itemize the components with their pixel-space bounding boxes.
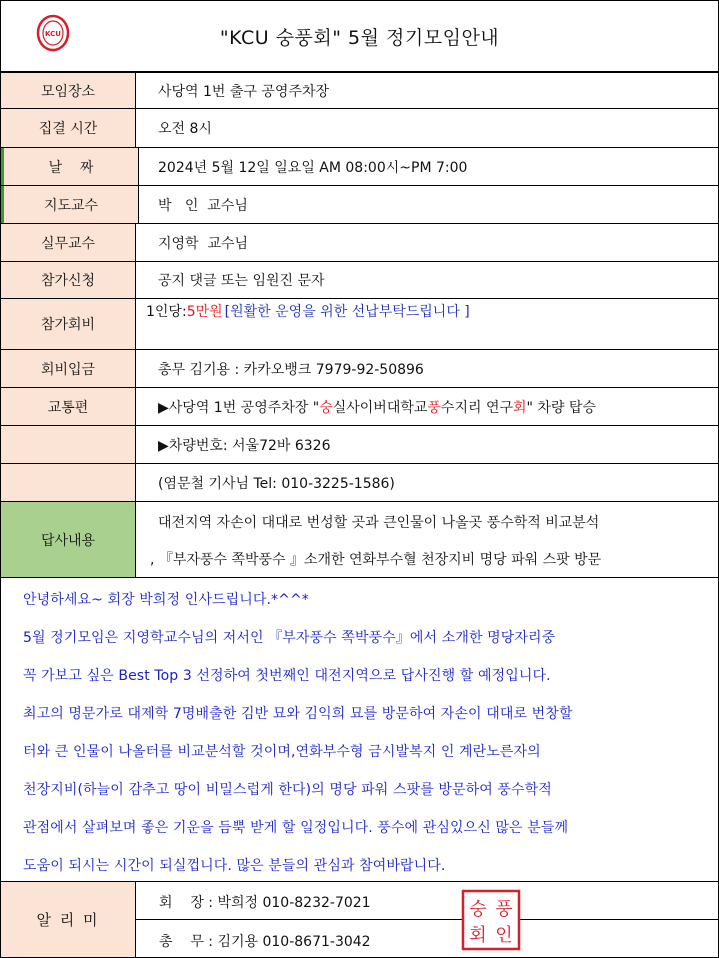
greeting-line: 천장지비(하늘이 감추고 땅이 비밀스럽게 한다)의 명당 파워 스팟를 방문하여 풍수학적	[23, 782, 552, 798]
label-fee: 참가회비	[1, 299, 136, 349]
survey-line1: 대전지역 자손이 대대로 번성할 곳과 큰인물이 나올곳 풍수학적 비교분석	[158, 515, 600, 531]
row-transport-3	[1, 464, 718, 502]
greeting-line: 꼭 가보고 싶은 Best Top 3 선정하여 첫번째인 대전지역으로 답사진행 할 예정입니다.	[23, 668, 551, 684]
label-footer: 알 리 미	[1, 881, 136, 957]
label-transport-empty-2	[1, 426, 136, 463]
footer-secretary: 총 무 : 김기용 010-8671-3042	[159, 934, 371, 950]
value-apply: 공지 댓글 또는 임원진 문자	[158, 273, 325, 289]
label-gather-time: 집결 시간	[1, 109, 136, 147]
value-transport-line2: ▶차량번호: 서울72바 6326	[158, 437, 331, 454]
label-survey: 답사내용	[1, 502, 136, 577]
row-place	[1, 73, 718, 109]
footer-contacts	[1, 881, 718, 957]
label-transport-empty-3	[1, 464, 136, 501]
label-place: 모임장소	[1, 73, 136, 108]
value-deposit: 총무 김기용 : 카카오뱅크 7979-92-50896	[158, 361, 424, 378]
row-transport-1	[1, 388, 718, 426]
transport-line1-mid2: 수지리 연구	[440, 399, 513, 416]
stamp-char: 인	[495, 925, 513, 946]
row-apply	[1, 262, 718, 299]
row-survey	[1, 502, 718, 578]
value-transport-line1	[136, 388, 718, 425]
transport-line1-s2: 풍	[427, 399, 441, 416]
logo-text: KCU	[45, 30, 61, 38]
greeting-line: 최고의 명문가로 대제학 7명배출한 김반 묘와 김익희 묘를 방문하여 자손이 대대로 번창할	[23, 706, 573, 722]
fee-amount: 5만원	[186, 304, 223, 320]
label-apply: 참가신청	[1, 262, 136, 298]
value-date: 2024년 5월 12일 일요일 AM 08:00시~PM 7:00	[158, 159, 468, 176]
label-date: 날 짜	[1, 148, 139, 185]
transport-line1-s3: 회	[513, 399, 527, 416]
stamp-char: 풍	[495, 899, 513, 920]
value-professor: 박 인 교수님	[158, 197, 248, 214]
title-row	[1, 1, 718, 73]
row-staff-professor	[1, 224, 718, 262]
row-transport-2	[1, 426, 718, 464]
stamp-char: 숭	[469, 899, 487, 920]
footer-president: 회 장 : 박희정 010-8232-7021	[159, 895, 371, 911]
transport-line1-post: " 차량 탑승	[526, 399, 596, 416]
greeting-line: 안녕하세요~ 회장 박희정 인사드립니다.*^^*	[23, 592, 309, 608]
greeting-line: 관점에서 살펴보며 좋은 기운을 듬뿍 받게 할 일정입니다. 풍수에 관심있으신 많은 분들께	[23, 820, 569, 836]
seal-stamp-icon	[461, 889, 521, 951]
value-survey	[136, 502, 718, 577]
greeting-line: 도움이 되시는 시간이 되실껍니다. 많은 분들의 관심과 참여바랍니다.	[23, 858, 446, 874]
value-place: 사당역 1번 출구 공영주차장	[158, 83, 330, 100]
row-date	[1, 148, 718, 186]
row-deposit	[1, 350, 718, 388]
label-deposit: 회비입금	[1, 350, 136, 387]
fee-prefix: 1인당:	[146, 304, 187, 320]
survey-line2: , 『부자풍수 쪽박풍수 』소개한 연화부수혈 천장지비 명당 파워 스팟 방문	[150, 552, 602, 568]
row-gather-time	[1, 109, 718, 148]
stamp-char: 회	[469, 925, 487, 946]
footer-divider	[136, 919, 718, 920]
label-professor: 지도교수	[1, 186, 139, 223]
row-professor	[1, 186, 718, 224]
footer-top-rule	[136, 881, 718, 882]
transport-line1-mid1: 실사이버대학교	[332, 399, 428, 416]
value-gather-time: 오전 8시	[158, 121, 212, 137]
value-fee	[136, 299, 718, 349]
greeting-line: 터와 큰 인물이 나올터를 비교분석할 것이며,연화부수형 금시발복지 인 계란노른자의	[23, 744, 541, 760]
row-fee	[1, 299, 718, 350]
fee-note: [원활한 운영을 위한 선납부탁드립니다 ]	[224, 304, 470, 320]
label-staff-professor: 실무교수	[1, 224, 136, 261]
value-transport-line3: (염문철 기사님 Tel: 010-3225-1586)	[158, 475, 395, 492]
page-title: "KCU 숭풍회" 5월 정기모임안내	[219, 27, 500, 49]
greeting-line: 5월 정기모임은 지영학교수님의 저서인 『부자풍수 쪽박풍수』에서 소개한 명당자리중	[23, 630, 556, 646]
transport-line1-s1: 숭	[319, 399, 333, 416]
value-staff-professor: 지영학 교수님	[158, 235, 249, 252]
label-transport: 교통편	[1, 388, 136, 425]
transport-line1-pre: ▶사당역 1번 공영주차장 "	[158, 399, 320, 416]
